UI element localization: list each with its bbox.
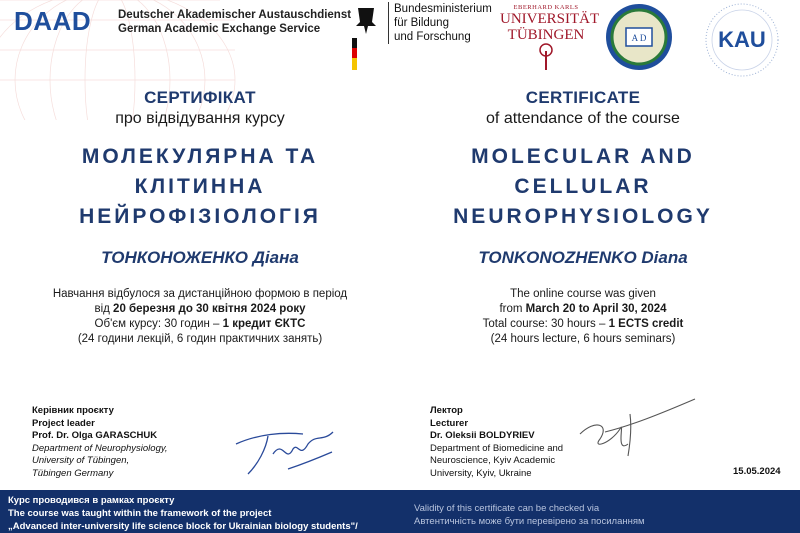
lecturer-dept3: University, Kyiv, Ukraine bbox=[430, 467, 532, 479]
detail2-en bbox=[383, 302, 783, 317]
daad-logo: DAAD bbox=[14, 6, 92, 36]
tue-line1: UNIVERSITÄT bbox=[500, 11, 600, 27]
bmbf-line2: für Bildung bbox=[394, 17, 449, 29]
leader-role-ua: Керівник проєкту bbox=[32, 405, 114, 416]
kau-logo bbox=[700, 2, 784, 78]
kau-logo-text: KAU bbox=[718, 27, 766, 52]
subtitle-ua: про відвідування курсу bbox=[115, 110, 285, 127]
title-ua: СЕРТИФІКАТ bbox=[144, 88, 256, 107]
detail3-en bbox=[383, 317, 783, 332]
academy-seal-icon bbox=[604, 2, 674, 72]
detail1-ua: Навчання відбулося за дистанційною формою в період bbox=[52, 288, 348, 300]
lecturer-block bbox=[430, 405, 563, 480]
footer-right2: Автентичність може бути перевірено за посиланням bbox=[414, 516, 645, 527]
course-line1-en: MOLECULAR AND bbox=[471, 145, 695, 168]
detail3-ua bbox=[0, 317, 400, 332]
detail1-en: The online course was given bbox=[510, 288, 656, 300]
credits-en: 1 ECTS credit bbox=[608, 318, 684, 330]
leader-role-en: Project leader bbox=[32, 417, 95, 429]
bmbf-logo bbox=[388, 2, 492, 44]
course-line2-ua: КЛІТИННА bbox=[134, 175, 266, 198]
detail2-pre-en: from bbox=[499, 303, 526, 315]
detail2-ua bbox=[0, 302, 400, 317]
recipient-name-en: TONKONOZHENKO Diana bbox=[478, 248, 688, 267]
daad-name-en: German Academic Exchange Service bbox=[118, 23, 321, 35]
leader-signature bbox=[228, 414, 338, 480]
footer-validation bbox=[414, 502, 794, 528]
palm-tree-icon bbox=[536, 43, 556, 71]
lecturer-signature bbox=[570, 394, 700, 464]
logo-header bbox=[0, 0, 800, 80]
footer-bar bbox=[0, 490, 800, 533]
credits-ua: 1 кредит ЄКТС bbox=[222, 318, 306, 330]
dates-en: March 20 to April 30, 2024 bbox=[525, 303, 667, 315]
footer-right1: Validity of this certificate can be checked via bbox=[414, 503, 600, 514]
subtitle-en: of attendance of the course bbox=[486, 110, 680, 127]
lecturer-name: Dr. Oleksii BOLDYRIEV bbox=[430, 430, 535, 441]
federal-eagle-icon bbox=[352, 2, 380, 72]
course-line3-en: NEUROPHYSIOLOGY bbox=[453, 205, 713, 228]
footer-project bbox=[8, 494, 408, 533]
course-title-ua bbox=[0, 142, 400, 232]
daad-name bbox=[118, 8, 351, 36]
tue-line2: TÜBINGEN bbox=[507, 27, 585, 43]
title-en: CERTIFICATE bbox=[525, 88, 641, 107]
bmbf-line3: und Forschung bbox=[394, 31, 471, 43]
footer-left1: Курс проводився в рамках проєкту bbox=[8, 495, 175, 506]
lecturer-role-ua: Лектор bbox=[430, 405, 463, 416]
seal1-letters: A D bbox=[631, 33, 647, 43]
issue-date: 15.05.2024 bbox=[733, 466, 781, 477]
detail2-pre-ua: від bbox=[94, 303, 114, 315]
bmbf-line1: Bundesministerium bbox=[394, 3, 492, 15]
detail4-ua: (24 години лекцій, 6 годин практичних занять) bbox=[77, 333, 323, 345]
footer-left2: The course was taught within the framework of the project bbox=[8, 508, 272, 519]
course-line1-ua: МОЛЕКУЛЯРНА ТА bbox=[81, 145, 319, 168]
leader-dept3: Tübingen Germany bbox=[32, 467, 114, 479]
dates-ua: 20 березня до 30 квітня 2024 року bbox=[113, 303, 306, 315]
daad-name-de: Deutscher Akademischer Austauschdienst bbox=[118, 9, 352, 21]
detail3-pre-en: Total course: 30 hours – bbox=[482, 318, 609, 330]
leader-dept1: Department of Neurophysiology, bbox=[32, 442, 168, 454]
certificate-en bbox=[383, 88, 783, 347]
lecturer-dept1: Department of Biomedicine and bbox=[430, 442, 564, 454]
tuebingen-logo bbox=[500, 4, 600, 76]
lecturer-dept2: Neuroscience, Kyiv Academic bbox=[430, 455, 556, 466]
tue-small: EBERHARD KARLS bbox=[513, 4, 579, 11]
project-leader-block bbox=[32, 405, 168, 480]
footer-left3: „Advanced inter-university life science block for Ukrainian biology students"/ bbox=[8, 521, 358, 532]
lecturer-role-en: Lecturer bbox=[430, 417, 469, 429]
certificate-ua bbox=[0, 88, 400, 347]
course-title-en bbox=[383, 142, 783, 232]
course-line3-ua: НЕЙРОФІЗІОЛОГІЯ bbox=[79, 205, 321, 228]
leader-name: Prof. Dr. Olga GARASCHUK bbox=[32, 430, 158, 441]
leader-dept2: University of Tübingen, bbox=[32, 455, 130, 466]
recipient-name-ua: ТОНКОНОЖЕНКО Діана bbox=[101, 248, 299, 267]
course-details-ua bbox=[0, 287, 400, 347]
course-details-en bbox=[383, 287, 783, 347]
detail3-pre-ua: Об'єм курсу: 30 годин – bbox=[94, 318, 223, 330]
course-line2-en: CELLULAR bbox=[514, 175, 652, 198]
detail4-en: (24 hours lecture, 6 hours seminars) bbox=[490, 333, 676, 345]
